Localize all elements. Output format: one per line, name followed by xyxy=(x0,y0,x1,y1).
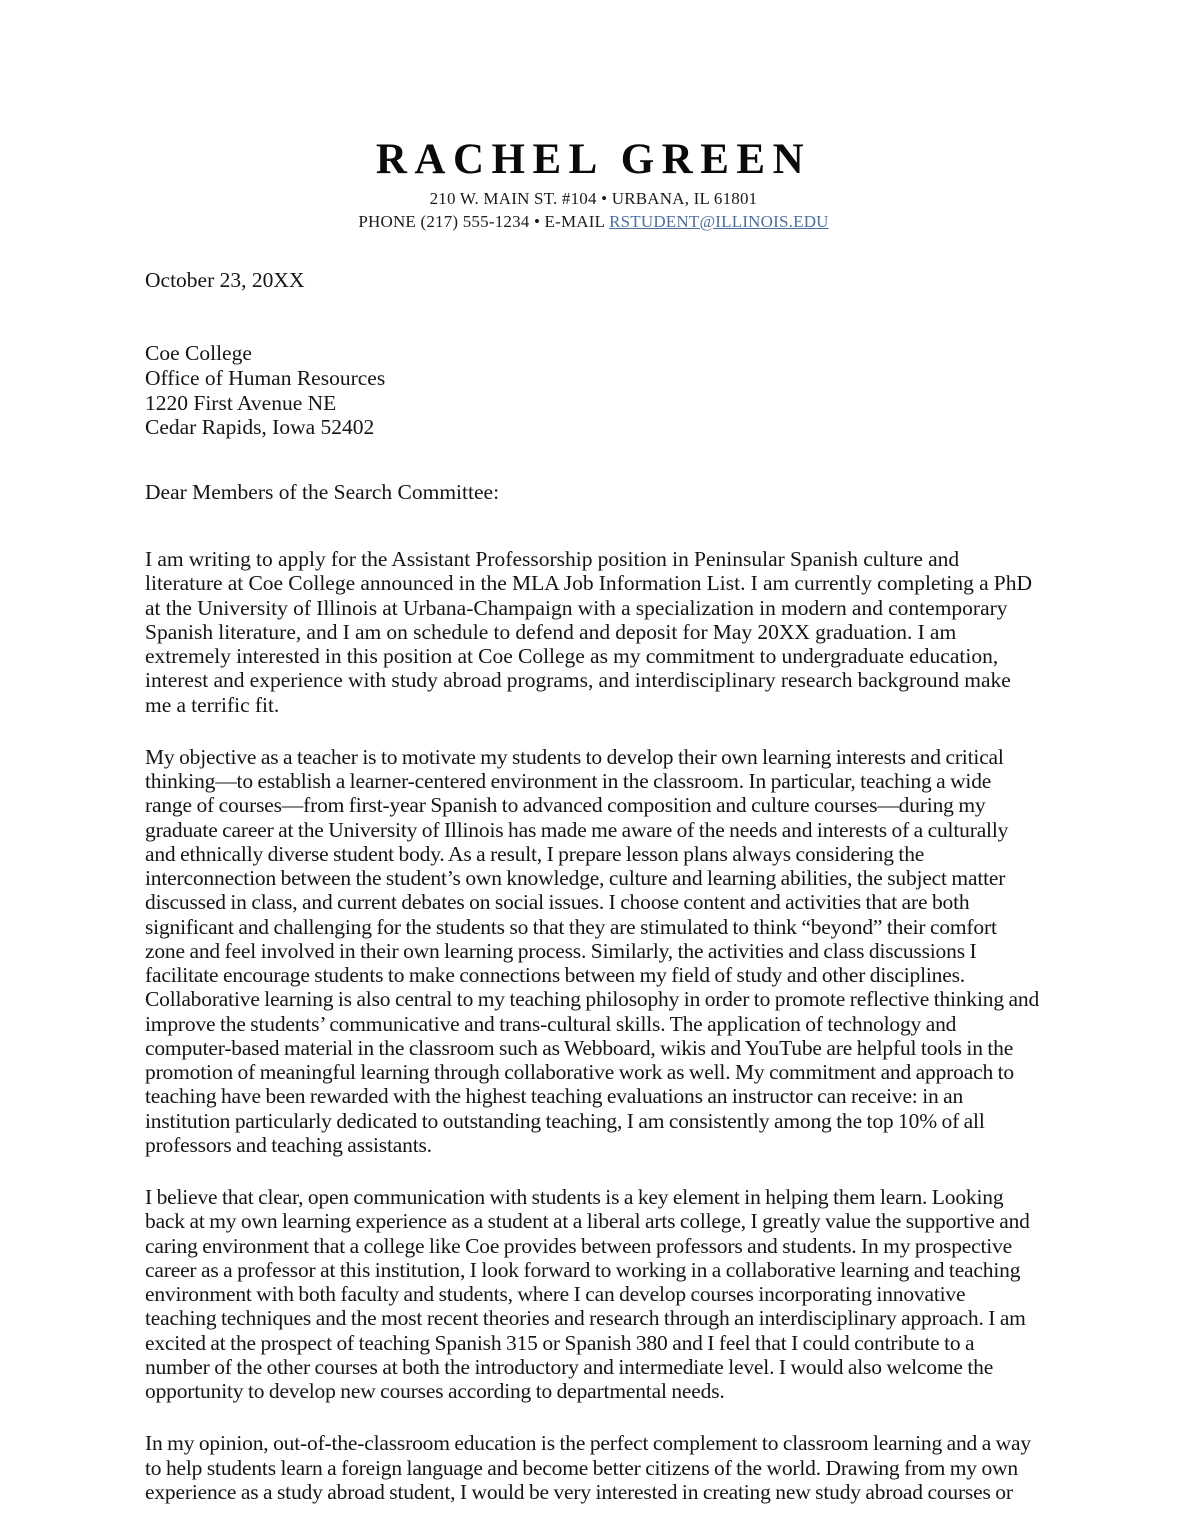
recipient-line: Office of Human Resources xyxy=(145,365,386,390)
letterhead xyxy=(0,138,1187,233)
body-paragraph: I am writing to apply for the Assistant Professorship position in Peninsular Spanish culture and literature at Coe College announced in the MLA Job Information List. I am currently completing a PhD at the University of Illinois at Urbana-Champaign with a specialization in modern and contemporary Spanish literature, and I am on schedule to defend and deposit for May 20XX graduation. I am extremely interested in this position at Coe College as my commitment to undergraduate education, interest and experience with study abroad programs, and interdisciplinary research background make me a terrific fit. xyxy=(145,547,1033,717)
phone-email-line xyxy=(0,211,1187,234)
body-paragraph: I believe that clear, open communication with students is a key element in helping them learn. Looking back at my own learning experience as a student at a liberal arts college, I greatly value the supportive and caring environment that a college like Coe provides between professors and students. In my prospective career as a professor at this institution, I look forward to working in a collaborative learning and teaching environment with both faculty and students, where I can develop courses incorporating innovative teaching techniques and the most recent theories and research through an interdisciplinary approach. I am excited at the prospect of teaching Spanish 315 or Spanish 380 and I feel that I could contribute to a number of the other courses at both the introductory and intermediate level. I would also welcome the opportunity to develop new courses according to departmental needs. xyxy=(145,1185,1030,1404)
letter-date: October 23, 20XX xyxy=(145,268,305,292)
email-link[interactable]: RSTUDENT@ILLINOIS.EDU xyxy=(609,211,829,231)
recipient-line: 1220 First Avenue NE xyxy=(145,390,337,415)
body-paragraph: In my opinion, out-of-the-classroom education is the perfect complement to classroom learning and a way to help students learn a foreign language and become better citizens of the world. Drawing from my own experience as a study abroad student, I would be very interested in creating new study abroad courses or xyxy=(145,1431,1031,1504)
page-title: RACHEL GREEN xyxy=(375,136,812,183)
body-paragraph: My objective as a teacher is to motivate my students to develop their own learning interests and critical thinking—to establish a learner-centered environment in the classroom. In particular, teaching a wide range of courses—from first-year Spanish to advanced composition and culture courses—during my graduate career at the University of Illinois has made me aware of the needs and interests of a culturally and ethnically diverse student body. As a result, I prepare lesson plans always considering the interconnection between the student’s own knowledge, culture and learning abilities, the subject matter discussed in class, and current debates on social issues. I choose content and activities that are both significant and challenging for the students so that they are stimulated to think “beyond” their comfort zone and feel involved in their own learning process. Similarly, the activities and class discussions I facilitate encourage students to make connections between my field of study and other disciplines. Collaborative learning is also central to my teaching philosophy in order to promote reflective thinking and improve the students’ communicative and trans-cultural skills. The application of technology and computer-based material in the classroom such as Webboard, wikis and YouTube are helpful tools in the promotion of meaningful learning through collaborative work as well. My commitment and approach to teaching have been rewarded with the highest teaching evaluations an instructor can receive: in an institution particularly dedicated to outstanding teaching, I am consistently among the top 10% of all professors and teaching assistants. xyxy=(145,744,1040,1157)
phone-text: PHONE (217) 555-1234 • E-MAIL xyxy=(358,211,610,231)
recipient-line: Coe College xyxy=(145,341,252,366)
salutation: Dear Members of the Search Committee: xyxy=(145,479,500,504)
recipient-line: Cedar Rapids, Iowa 52402 xyxy=(145,415,375,440)
mailing-address-line: 210 W. MAIN ST. #104 • URBANA, IL 61801 xyxy=(429,188,758,208)
recipient-address-block xyxy=(145,341,1041,439)
letter-body xyxy=(145,268,1041,1504)
